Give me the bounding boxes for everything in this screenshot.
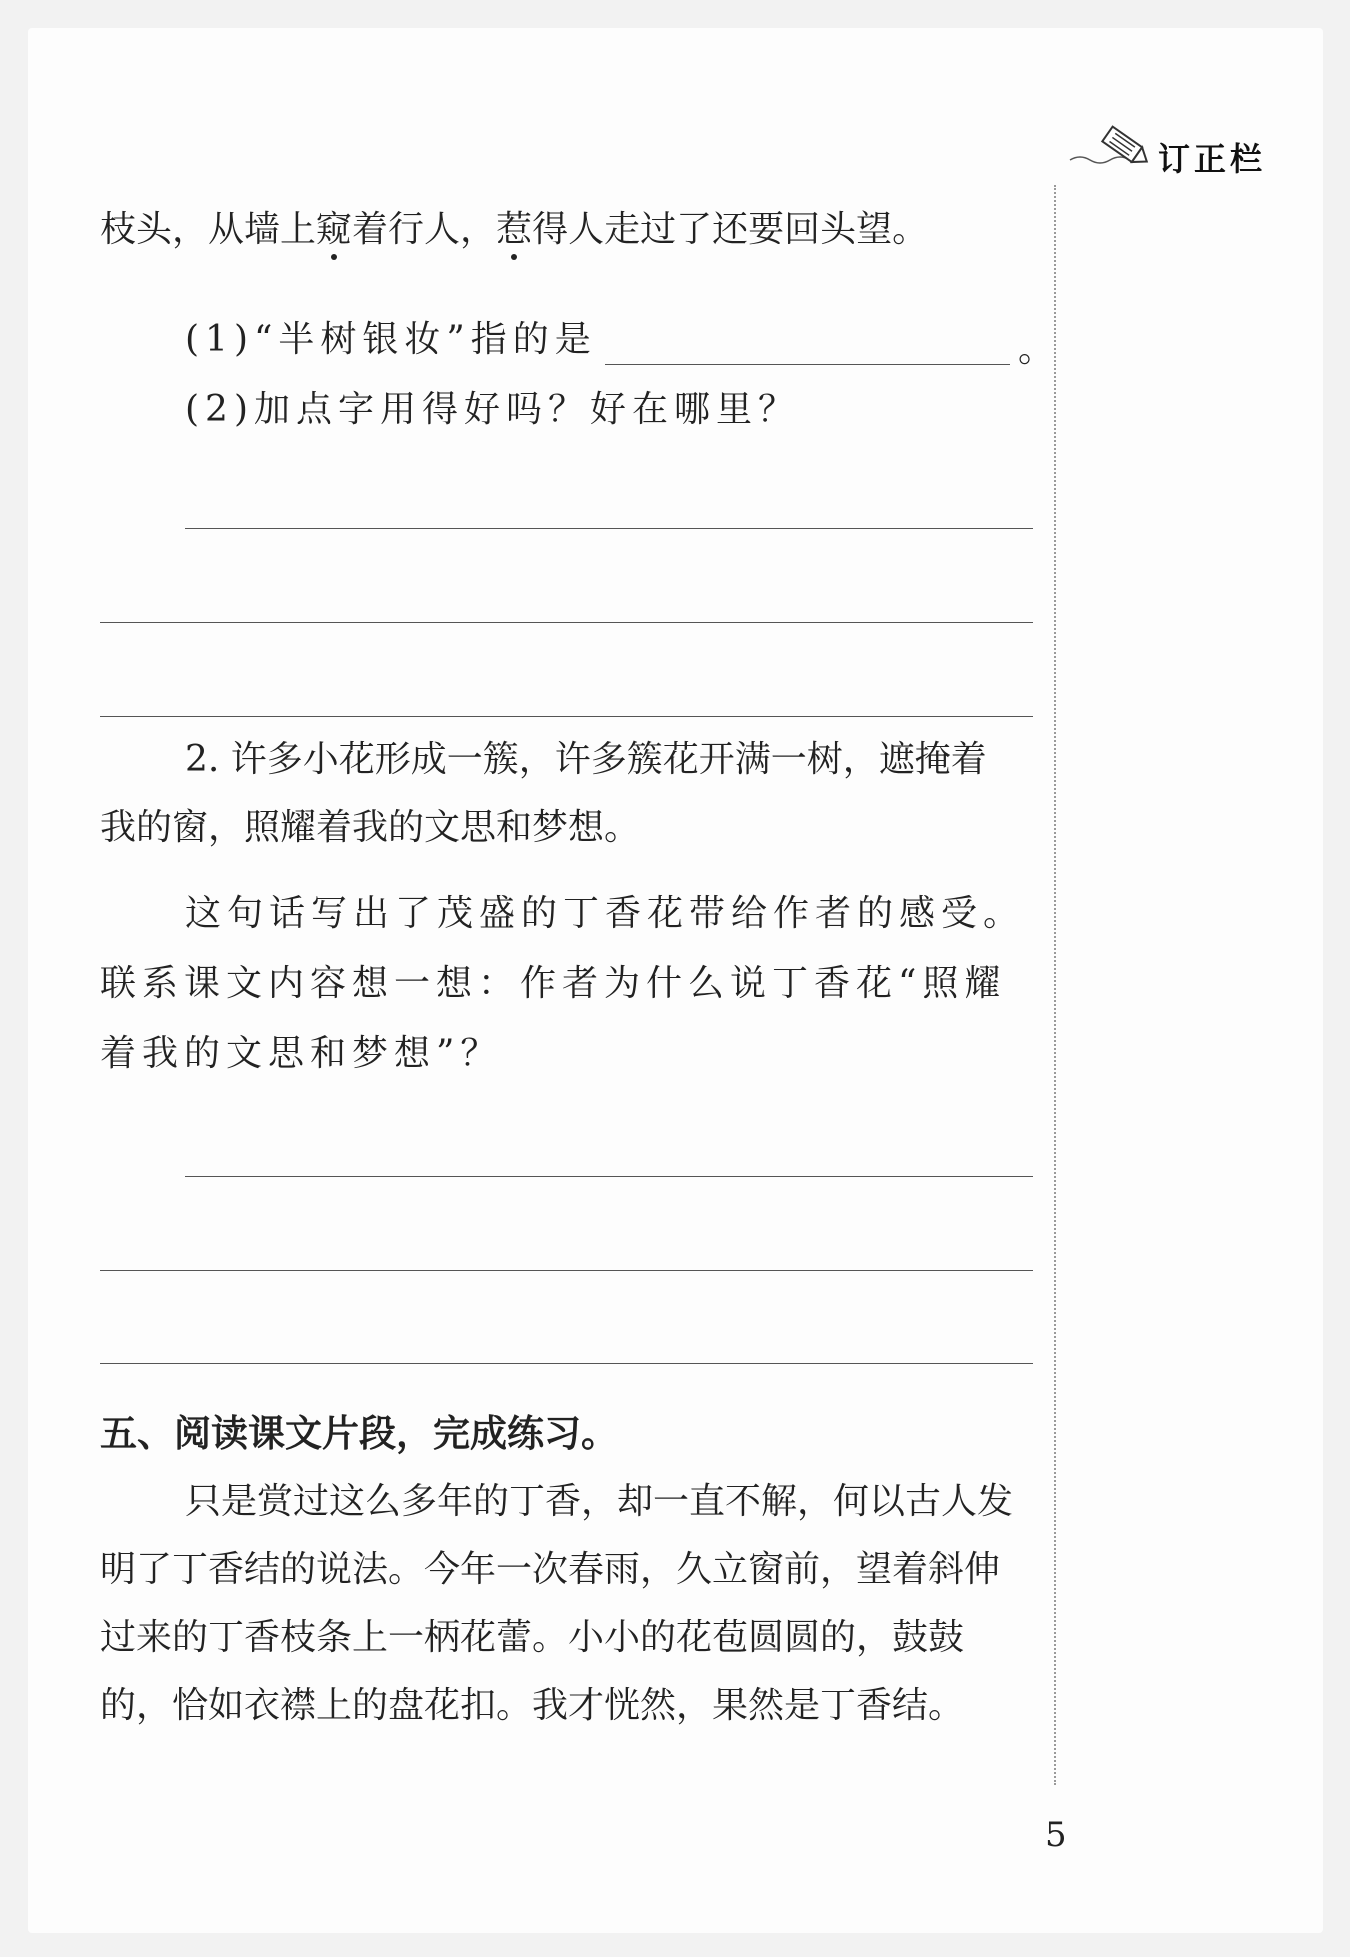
- passage-line: 的，恰如衣襟上的盘花扣。我才恍然，果然是丁香结。: [100, 1685, 965, 1726]
- q1-text-part3: 得人走过了还要回头望。: [532, 209, 929, 250]
- passage-line: 明了丁香结的说法。今年一次春雨，久立窗前，望着斜伸: [100, 1549, 1001, 1590]
- q1-sub1-answer-blank[interactable]: [605, 364, 1010, 365]
- answer-line[interactable]: [100, 1363, 1033, 1364]
- q1-sub1-suffix: 。: [1018, 329, 1055, 370]
- q2-prompt-line1: 这句话写出了茂盛的丁香花带给作者的感受。: [185, 893, 1026, 934]
- pencil-icon: [1068, 116, 1158, 176]
- margin-divider: [1054, 185, 1056, 1785]
- section-5-heading: 五、阅读课文片段，完成练习。: [100, 1412, 618, 1455]
- q1-sub1-prefix: (1)“半树银妆”指的是: [185, 319, 597, 360]
- passage-line: 只是赏过这么多年的丁香，却一直不解，何以古人发: [185, 1481, 1014, 1522]
- q1-passage-line: [100, 209, 929, 250]
- q2-sentence-line2: 我的窗，照耀着我的文思和梦想。: [100, 807, 641, 848]
- answer-line[interactable]: [100, 1270, 1033, 1271]
- answer-line[interactable]: [185, 1176, 1033, 1177]
- answer-line[interactable]: [185, 528, 1033, 529]
- q1-text-part1: 枝头，从墙上: [100, 209, 317, 250]
- q1-sub2-question: (2)加点字用得好吗？好在哪里？: [185, 389, 800, 430]
- q2-prompt-line2: 联系课文内容想一想：作者为什么说丁香花“照耀: [100, 963, 1007, 1004]
- answer-line[interactable]: [100, 622, 1033, 623]
- q2-prompt-line3: 着我的文思和梦想”？: [100, 1033, 503, 1074]
- correction-column-label: 订正栏: [1158, 140, 1267, 178]
- page-number: 5: [1045, 1815, 1067, 1855]
- dotted-char-re: 惹: [496, 209, 533, 250]
- q1-text-part2: 着行人，: [352, 209, 497, 250]
- correction-column-header: [1068, 116, 1278, 176]
- answer-line[interactable]: [100, 716, 1033, 717]
- q2-sentence-line1: 2. 许多小花形成一簇，许多簇花开满一树，遮掩着: [185, 739, 987, 780]
- passage-line: 过来的丁香枝条上一柄花蕾。小小的花苞圆圆的，鼓鼓: [100, 1617, 965, 1658]
- dotted-char-kui: 窥: [316, 209, 353, 250]
